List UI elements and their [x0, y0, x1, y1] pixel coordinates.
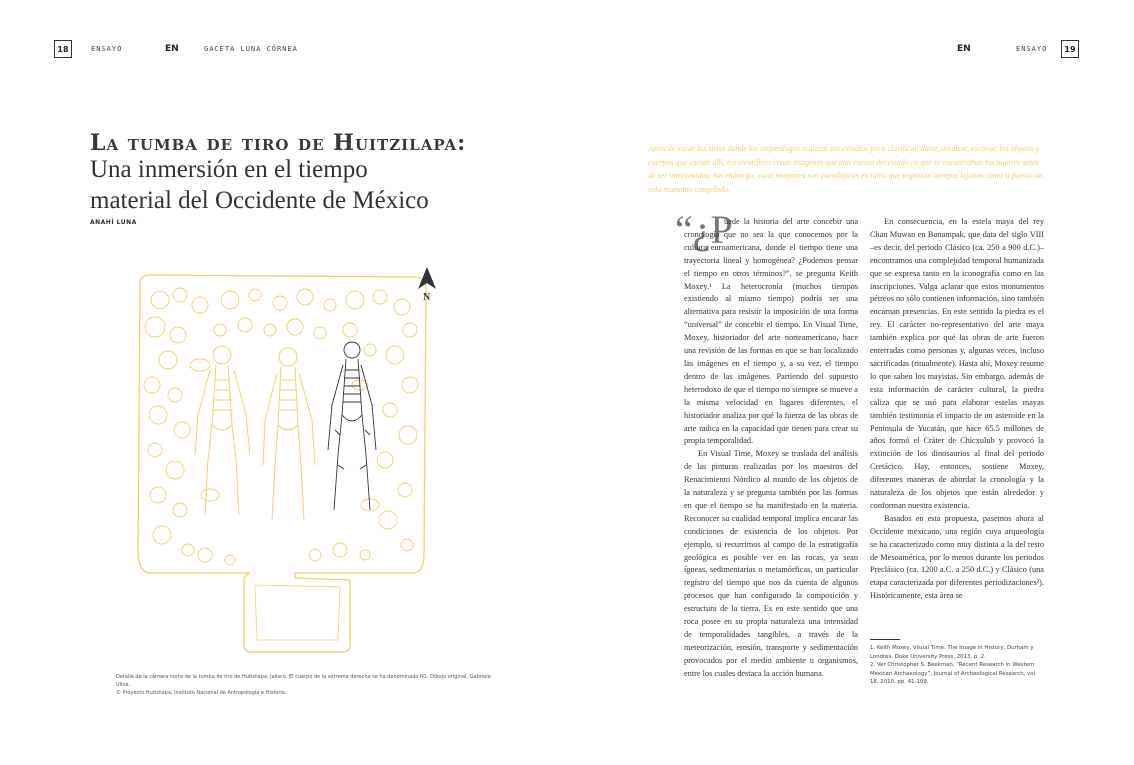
figure-caption-line2: © Proyecto Huitzilapa, Instituto Nacional de Antropología e Historia. — [116, 690, 287, 696]
right-section-label: ENSAYO — [1016, 45, 1048, 53]
article-title-sub-line2: material del Occidente de México — [90, 187, 429, 214]
column-right-paragraph-2: Basados en esta propuesta, pasemos ahora al Occidente mexicano, una región cuya arqueología se ha caracterizado como muy distinta a la del resto de Mesoamérica, por lo menos durante los periodos Preclásico (ca. 1200 a.C. a 250 d.C.) y Clásico (una etapa caracterizada por diferentes periodizaciones²). Históricamente, esta área se — [870, 513, 1044, 601]
figure-caption — [116, 673, 496, 697]
footnote-1: 1. Keith Moxey, Visual Time: The Image in History, Durham y Londres, Duke University Press, 2013, p. 2. — [870, 645, 1034, 660]
publication-name: GACETA LUNA CÓRNEA — [204, 45, 298, 53]
left-section-label: ENSAYO — [91, 45, 123, 53]
footnote-2: 2. Ver Christopher S. Beekman, “Recent Research in Western Mexican Archaeology”, Journal of Archeological Research, vol. 18, 2010, pp. 41-109. — [870, 662, 1037, 686]
right-page-number: 19 — [1061, 40, 1079, 58]
tomb-drawing — [120, 255, 450, 660]
offering-vessels — [144, 288, 418, 565]
left-language-tag: EN — [165, 44, 179, 54]
article-title-sub-line1: Una inmersión en el tiempo — [90, 156, 368, 183]
column-right — [870, 216, 1044, 603]
column-left-paragraph-1: uede la historia del arte concebir una cronología que no sea la que conocemos por la cultura euroamericana, donde el tiempo tiene una trayectoria lineal y homogénea? ¿Podemos pensar el tiempo en otros términos?”, se pregunta Keith Moxey.¹ La heterocronía (muchos tiempos existiendo al mismo tiempo) podría ser una alternativa para resistir la imposición de una forma “universal” de concebir el tiempo. En Visual Time, Moxey, historiador del arte norteamericano, hace una revisión de las formas en que se han localizado las imágenes en el tiempo y, a su vez, el tiempo dentro de las imágenes. Partiendo del supuesto heterodoxo de que el tiempo no siempre se mueve a la misma velocidad en lugares diferentes, el historiador analiza por qué la fuerza de las obras de arte radica en la capacidad que tienen para crear su propia temporalidad. — [684, 217, 858, 446]
left-page-number: 18 — [54, 40, 72, 58]
column-left-paragraph-2: En Visual Time, Moxey se traslada del análisis de las pinturas realizadas por los maestros del Renacimiento Nórdico al mundo de los objetos de la naturaleza y se pregunta también por las formas en que el tiempo se ha manifestado en la materia. Reconocer su cualidad temporal implica encarar las condiciones de existencia de los objetos. Por ejemplo, si recurrimos al campo de la estratigrafía geológica es posible ver en las rocas, ya sean ígneas, sedimentarias o metamórficas, un particular registro del tiempo que nos da cuenta de algunos procesos que han configurado la composición y estructura de la tierra. Es en este sentido que una roca posee en su propia naturaleza una intensidad de temporalidades tangibles, a través de la meteorización, erosión, transporte y sedimentación provocados por el medio ambiente u organismos, entre los cuales destaca la acción humana. — [684, 449, 858, 678]
skeleton-middle — [263, 348, 315, 520]
skeleton-right-n1 — [328, 342, 376, 510]
footnote-rule — [870, 639, 900, 640]
column-left — [684, 216, 858, 681]
footnotes — [870, 644, 1044, 687]
skeleton-left — [195, 346, 250, 515]
figure-caption-line1: Detalle de la cámara norte de la tumba de tiro de Huitzilapa, Jalisco. El cuerpo de la extrema derecha se ha denominado N1. Dibujo original, Gabriela Ulloa. — [116, 674, 491, 688]
drop-cap: “¿P — [675, 207, 733, 252]
right-language-tag: EN — [957, 44, 971, 54]
author-name: ANAHÍ LUNA — [90, 219, 137, 226]
intro-paragraph: Antes de sacar los sitios donde los arqueólogos realizan sus estudios para clasificar, datar, analizar, excavar, los objetos y cuerpos que yacían allí, los científicos crean imágenes que dan cuenta del estado en que se encontraban los lugares antes de ser intervenidos. Sin embargo, estas imágenes son paradójicas en tanto que registran tiempos lejanos como si fueran un solo momento congelado. — [648, 144, 1043, 194]
article-title-main: La tumba de tiro de Huitzilapa: — [90, 130, 467, 156]
column-right-paragraph-1: En consecuencia, en la estela maya del rey Chan Muwan en Bonampak, que data del siglo VIII –es decir, del periodo Clásico (ca. 250 a 900 d.C.)– encontramos una complejidad temporal humanizada que se expresa tanto en la iconografía como en las inscripciones. Valga aclarar que estos monumentos pétreos no sólo contienen información, sino también encarnan presencias. En este sentido la piedra es el rey. El carácter no-representativo del arte maya también explica por qué las obras de arte fueron enterradas como personas y, algunas veces, incluso sacrificadas (ritualmente). Hasta ahí, Moxey resume lo que saben los mayistas. Sin embargo, además de esta información de carácter cultural, la piedra caliza que se usó para elaborar estelas mayas también testimonia el impacto de un asteroide en la Península de Yucatán, que hace 65.5 millones de años formó el Cráter de Chicxulub y provocó la extinción de los dinosaurios al final del periodo Cretácico. Hay, entonces, sostiene Moxey, diferentes maneras de abordar la cronología y la naturaleza de los objetos que están alrededor y conforman nuestra existencia. — [870, 217, 1044, 510]
north-label: N — [423, 292, 431, 303]
